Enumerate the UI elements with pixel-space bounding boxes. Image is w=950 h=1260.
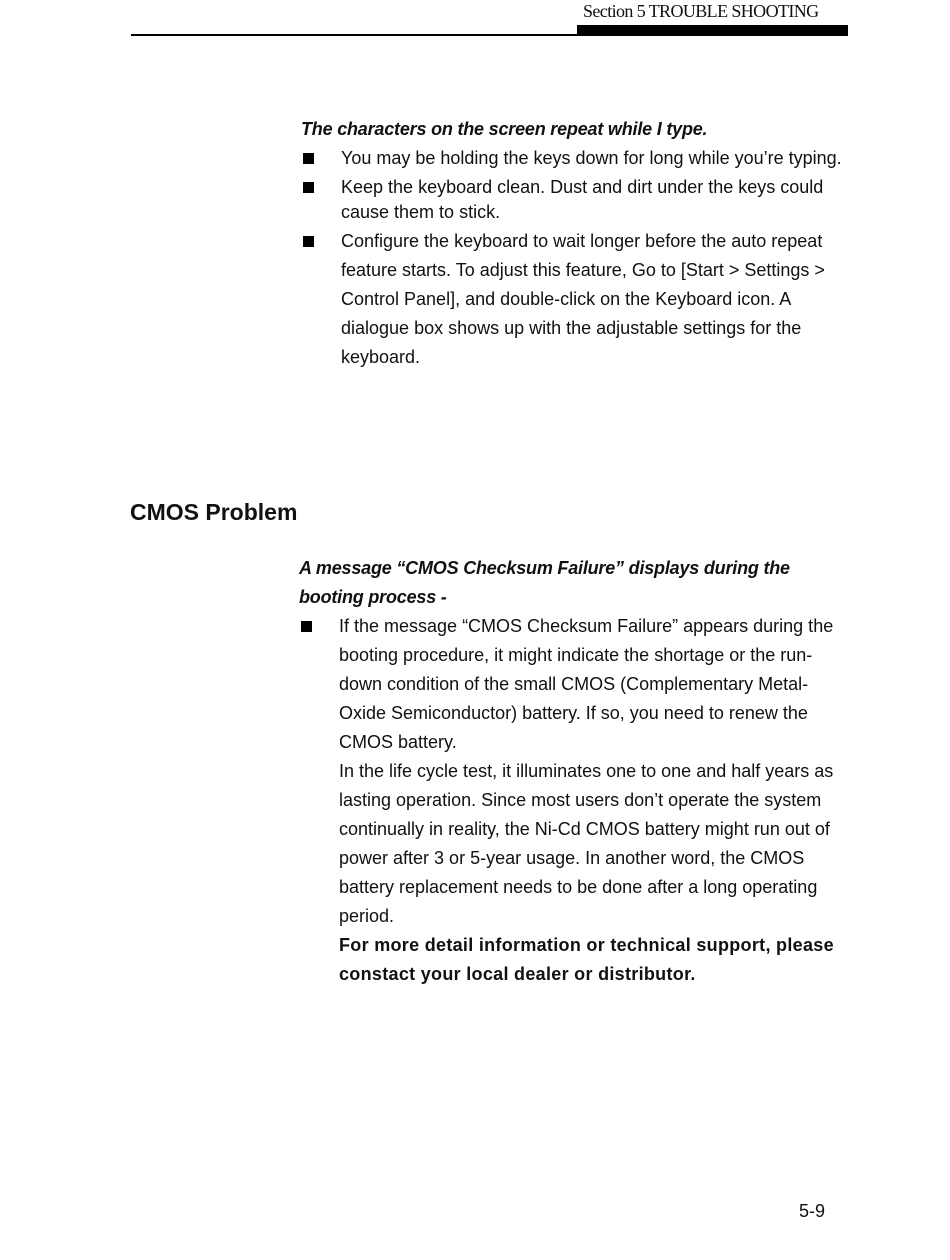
typing-issue-heading: The characters on the screen repeat while I type. [301,119,708,139]
cmos-block [299,554,844,989]
bullet-square-icon [301,621,312,632]
list-item [301,173,846,227]
page-number: 5-9 [799,1201,826,1221]
header-rule-thin [131,34,581,36]
bullet-square-icon [303,236,314,247]
list-item [301,227,846,372]
list-item-text: Keep the keyboard clean. Dust and dirt under the keys could cause them to stick. [341,177,824,222]
list-item-text: If the message “CMOS Checksum Failure” appears during the booting procedure, it might indicate the shortage or the run-down condition of the small CMOS (Complementary Metal-Oxide Semiconductor) battery. If so, you need to renew the CMOS battery. [339,616,834,752]
list-item [299,612,844,757]
bullet-square-icon [303,153,314,164]
typing-issue-block [301,115,846,372]
bullet-square-icon [303,182,314,193]
list-item-text: Configure the keyboard to wait longer before the auto repeat feature starts. To adjust this feature, Go to [Start > Settings > Control Panel], and double-click on the Keyboard icon. A dialogue box shows up with the adjustable settings for the keyboard. [341,231,825,367]
section-header: Section 5 TROUBLE SHOOTING [583,1,819,21]
list-item [301,144,846,173]
cmos-heading: A message “CMOS Checksum Failure” displays during the booting process - [299,558,790,607]
header-rule-thick [577,25,848,36]
cmos-section-title: CMOS Problem [130,499,298,525]
support-note: For more detail information or technical support, please constact your local dealer or distributor. [339,935,834,984]
cmos-paragraph: In the life cycle test, it illuminates one to one and half years as lasting operation. Since most users don’t operate the system continually in reality, the Ni-Cd CMOS battery might run out of power after 3 or 5-year usage. In another word, the CMOS battery replacement needs to be done after a long operating period. [339,761,834,926]
list-item-text: You may be holding the keys down for long while you’re typing. [341,148,842,168]
